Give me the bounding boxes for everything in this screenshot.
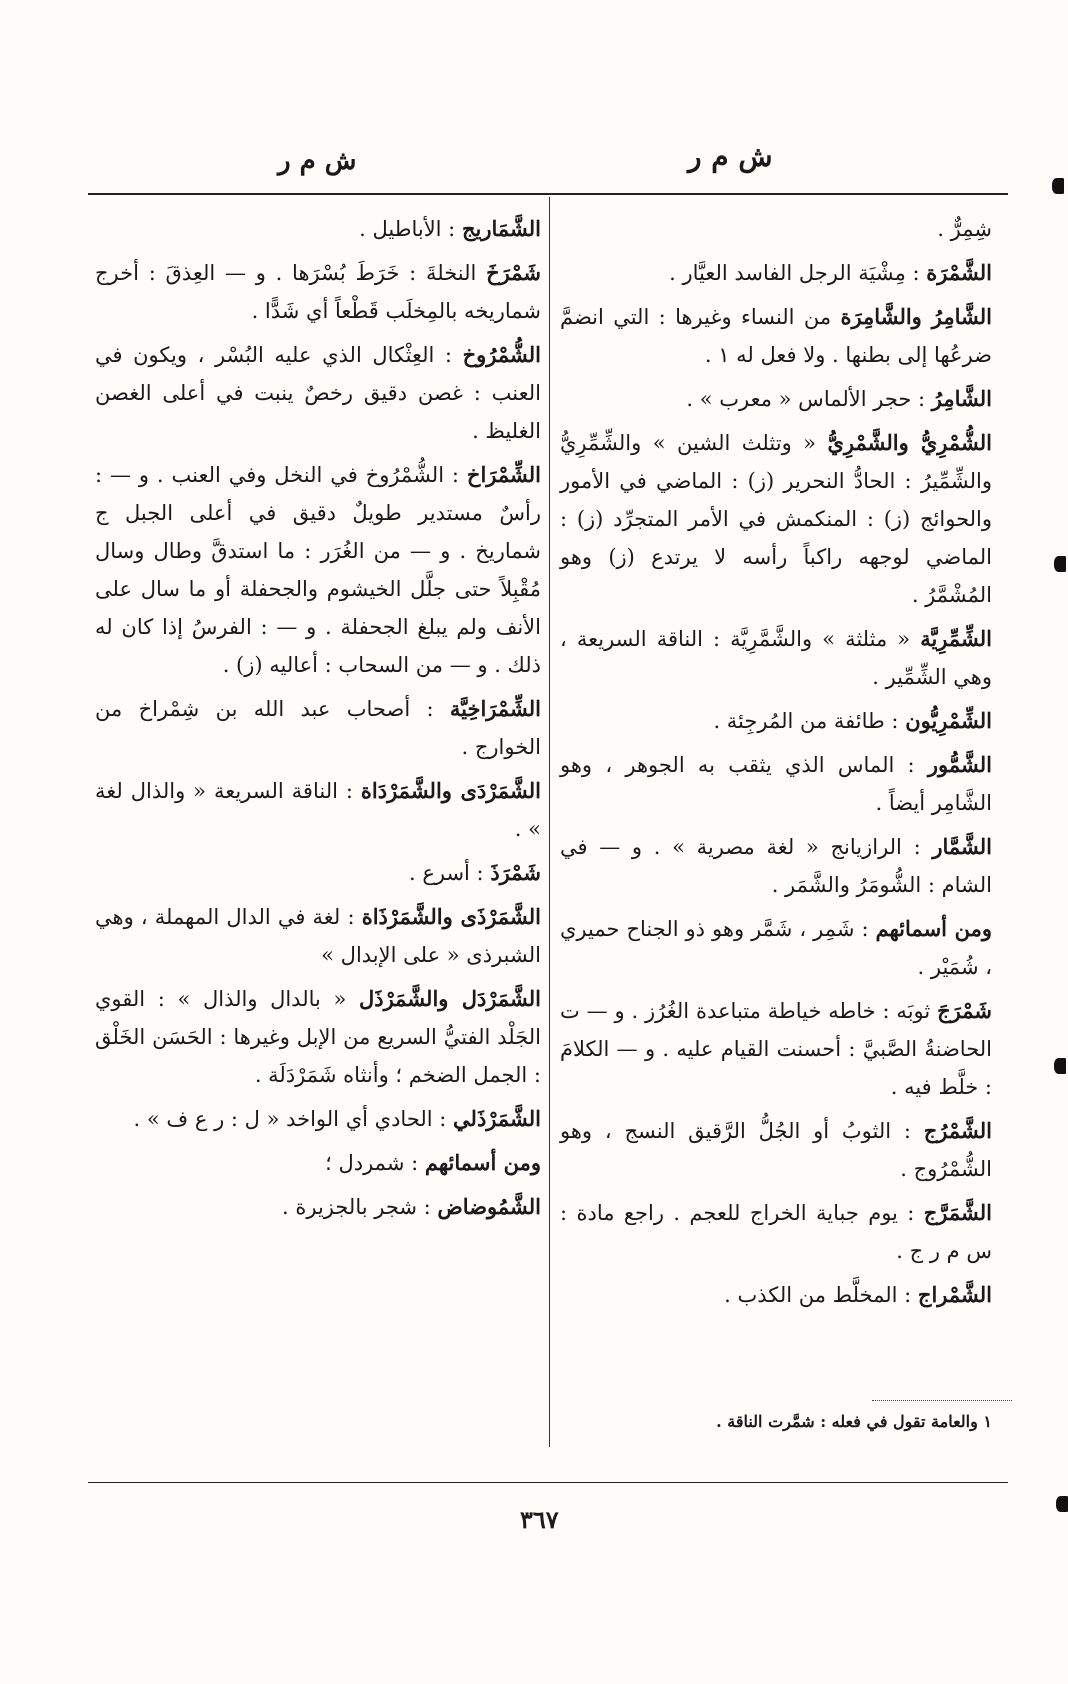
definition: شِمِرٌّ . [937, 217, 992, 241]
definition: : لغة في الدال المهملة ، وهي الشبرذى « على الإبدال » [95, 905, 541, 967]
entry [560, 1194, 992, 1270]
definition: : شمردل ؛ [325, 1151, 425, 1175]
entry [560, 380, 992, 418]
entry [560, 992, 992, 1106]
headword: الشُّمْرُوخ [462, 342, 541, 367]
definition: : المخلَّط من الكذب . [724, 1283, 918, 1307]
definition: « مثلثة » والشَّمَّرِيَّة : الناقة السريعة ، وهي الشِّمِّير . [560, 627, 992, 689]
binding-mark [1054, 1058, 1066, 1074]
definition: : الماس الذي يثقب به الجوهر ، وهو الشَّامِر أيضاً . [560, 753, 992, 815]
binding-mark [1054, 556, 1066, 572]
entry [95, 772, 541, 848]
headword: الشِّمْرَاخِيَّة [449, 696, 541, 721]
binding-mark [1052, 178, 1064, 194]
entry [95, 898, 541, 974]
definition: : أصحاب عبد الله بن شِمْراخ من الخوارج . [95, 697, 541, 759]
entry [95, 210, 541, 248]
headword: شَمْرَذَ [490, 860, 541, 885]
headword: الشَّمْراج [917, 1282, 992, 1307]
entry [95, 1144, 541, 1182]
entry [95, 1188, 541, 1226]
definition: : شَمِر ، شَمَّر وهو ذو الجناح حميري ، شُمَيْر . [560, 917, 992, 979]
headword: الشَّامِرُ [931, 386, 992, 411]
headword: الشُّمْرِيُّ والشَّمْرِيُّ [827, 430, 993, 455]
entry [95, 854, 541, 892]
definition: : الرازيانج « لغة مصرية » . و — في الشام : الشُّومَرُ والشَّمَر . [560, 835, 992, 897]
entry [560, 254, 992, 292]
entry [95, 980, 541, 1094]
header-root-left: ش م ر [278, 146, 357, 176]
definition: : طائفة من المُرجِئة . [713, 709, 906, 733]
footnote: ١ والعامة تقول في فعله : شمَّرت الناقة . [716, 1412, 992, 1431]
definition: : الناقة السريعة « والذال لغة » . [95, 779, 541, 841]
definition: : الأباطيل . [359, 217, 462, 241]
definition: : حجر الألماس « معرب » . [686, 387, 932, 411]
entry [560, 828, 992, 904]
definition: « وتثلث الشين » والشِّمِّرِيُّ والشِّمِّيرُ : الحادُّ النحرير (ز) : الماضي في الأمور والحوائج (ز) : المنكمش في الأمر المتجرِّد (ز) : الماضي لوجهه راكباً رأسه لا يرتدع (ز) وهو المُشْمَّرُ . [560, 431, 992, 607]
definition: : أسرع . [408, 861, 491, 885]
entry [95, 254, 541, 330]
definition: : مِشْيَة الرجل الفاسد العيَّار . [669, 261, 927, 285]
entry [560, 620, 992, 696]
right-column [560, 210, 992, 1320]
headword: الشَّمَرْذَى والشَّمَرْذَاة [361, 904, 541, 929]
definition: : الشُّمْرُوخ في النخل وفي العنب . و — : رأسٌ مستدير طويلٌ دقيق في أعلى الجبل ج شماريخ . و — من الغُرَر : ما استدقَّ وطال وسال مُقْبِلاً حتى جلَّل الخيشوم والجحفلة أو ما سال على الأنف ولم يبلغ الجحفلة . و — : الفرسُ إذا كان له ذلك . و — من السحاب : أعاليه (ز) . [95, 463, 541, 677]
entry [560, 298, 992, 374]
definition: « بالدال والذال » : القوي الجَلْد الفتيُّ السريع من الإبل وغيرها : الحَسَن الخَلْق : الجمل الضخم ؛ وأنثاه شَمَرْدَلَة . [95, 987, 541, 1087]
headword: الشَّمْرَة [926, 260, 992, 285]
definition: : الحادي أي الواخد « ل : ر ع ف » . [133, 1107, 454, 1131]
entry [560, 1112, 992, 1188]
page-number: ٣٦٧ [520, 1505, 559, 1534]
headword: الشِّمِّرِيَّة [920, 626, 992, 651]
headword: شَمْرَجَ [937, 998, 992, 1023]
headword: ومن أسمائهم [875, 916, 992, 941]
entry [560, 1276, 992, 1314]
binding-mark [1056, 1496, 1068, 1512]
definition: من النساء وغيرها : التي انضمَّ ضرعُها إلى بطنها . ولا فعل له ١ . [560, 305, 992, 367]
footer-rule [88, 1482, 1008, 1483]
headword: الشِّمْرِيُّون [905, 708, 992, 733]
definition: : يوم جباية الخراج للعجم . راجع مادة : س م ر ج . [560, 1201, 992, 1263]
entry [560, 210, 992, 248]
definition: : شجر بالجزيرة . [282, 1195, 438, 1219]
headword: الشَّمُّور [927, 752, 992, 777]
headword: الشَّمَاريج [461, 216, 541, 241]
headword: الشَّمُوضاض [437, 1194, 541, 1219]
headword: الشَّمْرُج [923, 1118, 992, 1143]
left-column [95, 210, 541, 1232]
headword: ومن أسمائهم [424, 1150, 541, 1175]
headword: شَمْرَخَ [486, 260, 541, 285]
headword: الشَّمَرْذَلي [453, 1106, 541, 1131]
headword: الشَّمَرْدَى والشَّمَرْدَاة [360, 778, 541, 803]
entry [560, 424, 992, 614]
headword: الشَّمَّار [932, 834, 992, 859]
entry [95, 690, 541, 766]
page-header [0, 140, 1068, 190]
entry [95, 1100, 541, 1138]
footnote-rule [872, 1400, 1012, 1401]
entry [95, 456, 541, 684]
entry [560, 910, 992, 986]
headword: الشَّامِرُ والشَّامِرَة [840, 304, 993, 329]
definition: النخلةَ : خَرَطَ بُسْرَها . و — العِذقَ : أخرج شماريخه بالمِخلَب قَطْعاً أي شَدًّا . [95, 261, 541, 323]
headword: الشَّمَرَّج [923, 1200, 992, 1225]
definition: : الثوبُ أو الجُلُّ الرَّقيق النسج ، وهو الشُّمْرُوج . [560, 1119, 992, 1181]
entry [560, 702, 992, 740]
header-rule [88, 193, 1008, 195]
entry [95, 336, 541, 450]
headword: الشَّمَرْدَل والشَّمَرْذَل [358, 986, 542, 1011]
definition: ثوبَه : خاطه خياطة متباعدة الغُرُز . و — ت الحاضنةُ الصَّبيَّ : أحسنت القيام عليه . و — الكلامَ : خلَّط فيه . [560, 999, 992, 1099]
entry [560, 746, 992, 822]
definition: : العِثْكال الذي عليه البُسْر ، ويكون في العنب : غصن دقيق رخصٌ ينبت في أعلى الغصن الغليظ . [95, 343, 541, 443]
header-root-right: ش م ر [688, 140, 773, 173]
headword: الشِّمْرَاخ [466, 462, 541, 487]
column-divider [549, 197, 550, 1447]
